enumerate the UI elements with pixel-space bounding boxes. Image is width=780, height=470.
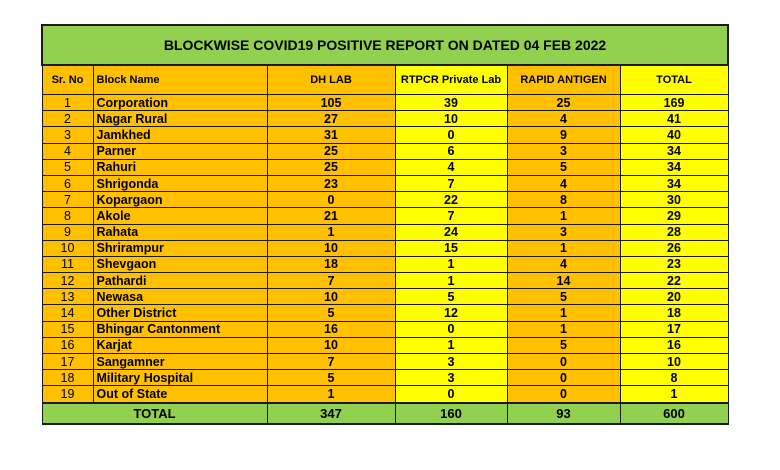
row-dh-lab: 27 [267,111,395,127]
header-total: TOTAL [620,65,728,95]
covid-report-table [41,24,729,425]
row-sr-no: 7 [42,192,93,208]
row-sr-no: 2 [42,111,93,127]
table-row [42,111,728,127]
table-row [42,95,728,111]
row-block-name: Military Hospital [93,370,267,386]
row-rapid-antigen: 4 [507,256,620,272]
row-dh-lab: 18 [267,256,395,272]
row-sr-no: 6 [42,175,93,191]
row-rapid-antigen: 0 [507,354,620,370]
row-block-name: Corporation [93,95,267,111]
row-sr-no: 14 [42,305,93,321]
row-total: 34 [620,159,728,175]
row-dh-lab: 25 [267,143,395,159]
row-rapid-antigen: 1 [507,208,620,224]
row-block-name: Shrigonda [93,175,267,191]
row-rapid-antigen: 5 [507,337,620,353]
row-block-name: Rahuri [93,159,267,175]
table-row [42,127,728,143]
totals-rapid-antigen: 93 [507,403,620,424]
table-row [42,386,728,403]
row-rapid-antigen: 3 [507,143,620,159]
header-sr-no: Sr. No [42,65,93,95]
row-sr-no: 5 [42,159,93,175]
table-row [42,192,728,208]
row-sr-no: 15 [42,321,93,337]
row-rtpcr: 1 [395,273,507,289]
header-rtpcr: RTPCR Private Lab [395,65,507,95]
row-block-name: Newasa [93,289,267,305]
row-total: 40 [620,127,728,143]
row-total: 1 [620,386,728,403]
header-row [42,65,728,95]
row-total: 23 [620,256,728,272]
row-rapid-antigen: 5 [507,159,620,175]
row-dh-lab: 23 [267,175,395,191]
row-total: 22 [620,273,728,289]
header-dh-lab: DH LAB [267,65,395,95]
row-sr-no: 8 [42,208,93,224]
table-row [42,208,728,224]
row-sr-no: 9 [42,224,93,240]
row-total: 34 [620,175,728,191]
row-rapid-antigen: 5 [507,289,620,305]
row-rapid-antigen: 1 [507,305,620,321]
totals-dh-lab: 347 [267,403,395,424]
row-dh-lab: 10 [267,289,395,305]
data-rows [42,95,728,403]
row-total: 30 [620,192,728,208]
row-rapid-antigen: 1 [507,321,620,337]
report-title: BLOCKWISE COVID19 POSITIVE REPORT ON DATED 04 FEB 2022 [42,25,728,65]
row-dh-lab: 105 [267,95,395,111]
row-block-name: Bhingar Cantonment [93,321,267,337]
row-rtpcr: 12 [395,305,507,321]
table-row [42,143,728,159]
row-sr-no: 3 [42,127,93,143]
row-rtpcr: 7 [395,175,507,191]
totals-total: 600 [620,403,728,424]
row-rapid-antigen: 4 [507,175,620,191]
row-total: 28 [620,224,728,240]
row-total: 10 [620,354,728,370]
row-rapid-antigen: 1 [507,240,620,256]
table-row [42,273,728,289]
row-rtpcr: 0 [395,127,507,143]
row-rtpcr: 22 [395,192,507,208]
row-dh-lab: 0 [267,192,395,208]
row-sr-no: 12 [42,273,93,289]
row-block-name: Akole [93,208,267,224]
table-row [42,370,728,386]
row-total: 41 [620,111,728,127]
row-dh-lab: 5 [267,370,395,386]
table-row [42,289,728,305]
row-sr-no: 1 [42,95,93,111]
row-sr-no: 4 [42,143,93,159]
row-dh-lab: 1 [267,224,395,240]
row-dh-lab: 16 [267,321,395,337]
row-total: 8 [620,370,728,386]
row-rtpcr: 24 [395,224,507,240]
row-rtpcr: 10 [395,111,507,127]
row-total: 29 [620,208,728,224]
table-row [42,159,728,175]
row-rapid-antigen: 8 [507,192,620,208]
row-block-name: Rahata [93,224,267,240]
row-total: 20 [620,289,728,305]
row-rapid-antigen: 14 [507,273,620,289]
table-row [42,240,728,256]
row-dh-lab: 31 [267,127,395,143]
row-block-name: Karjat [93,337,267,353]
row-block-name: Nagar Rural [93,111,267,127]
row-rapid-antigen: 3 [507,224,620,240]
table-row [42,305,728,321]
row-rapid-antigen: 4 [507,111,620,127]
row-block-name: Pathardi [93,273,267,289]
row-rtpcr: 1 [395,337,507,353]
row-rapid-antigen: 25 [507,95,620,111]
title-row [42,25,728,65]
row-block-name: Shevgaon [93,256,267,272]
row-dh-lab: 10 [267,337,395,353]
row-rtpcr: 15 [395,240,507,256]
row-rtpcr: 3 [395,370,507,386]
row-total: 16 [620,337,728,353]
row-rapid-antigen: 0 [507,386,620,403]
row-dh-lab: 7 [267,273,395,289]
row-rtpcr: 7 [395,208,507,224]
row-rtpcr: 4 [395,159,507,175]
row-dh-lab: 5 [267,305,395,321]
row-block-name: Sangamner [93,354,267,370]
row-rtpcr: 39 [395,95,507,111]
row-dh-lab: 7 [267,354,395,370]
row-total: 18 [620,305,728,321]
row-rtpcr: 0 [395,321,507,337]
row-block-name: Jamkhed [93,127,267,143]
row-dh-lab: 25 [267,159,395,175]
row-rtpcr: 5 [395,289,507,305]
row-total: 26 [620,240,728,256]
totals-row [42,403,728,424]
header-rapid-antigen: RAPID ANTIGEN [507,65,620,95]
row-rapid-antigen: 9 [507,127,620,143]
table-row [42,321,728,337]
row-sr-no: 17 [42,354,93,370]
totals-rtpcr: 160 [395,403,507,424]
row-total: 169 [620,95,728,111]
table-row [42,337,728,353]
row-sr-no: 16 [42,337,93,353]
row-block-name: Parner [93,143,267,159]
row-dh-lab: 1 [267,386,395,403]
row-sr-no: 18 [42,370,93,386]
header-block-name: Block Name [93,65,267,95]
row-block-name: Kopargaon [93,192,267,208]
totals-label: TOTAL [42,403,267,424]
row-sr-no: 19 [42,386,93,403]
row-dh-lab: 21 [267,208,395,224]
row-block-name: Out of State [93,386,267,403]
row-rapid-antigen: 0 [507,370,620,386]
row-block-name: Other District [93,305,267,321]
table-row [42,224,728,240]
row-dh-lab: 10 [267,240,395,256]
row-rtpcr: 3 [395,354,507,370]
row-sr-no: 13 [42,289,93,305]
row-block-name: Shrirampur [93,240,267,256]
row-rtpcr: 6 [395,143,507,159]
row-sr-no: 11 [42,256,93,272]
row-total: 17 [620,321,728,337]
row-rtpcr: 1 [395,256,507,272]
table-row [42,354,728,370]
row-total: 34 [620,143,728,159]
row-sr-no: 10 [42,240,93,256]
row-rtpcr: 0 [395,386,507,403]
table-row [42,256,728,272]
table-row [42,175,728,191]
